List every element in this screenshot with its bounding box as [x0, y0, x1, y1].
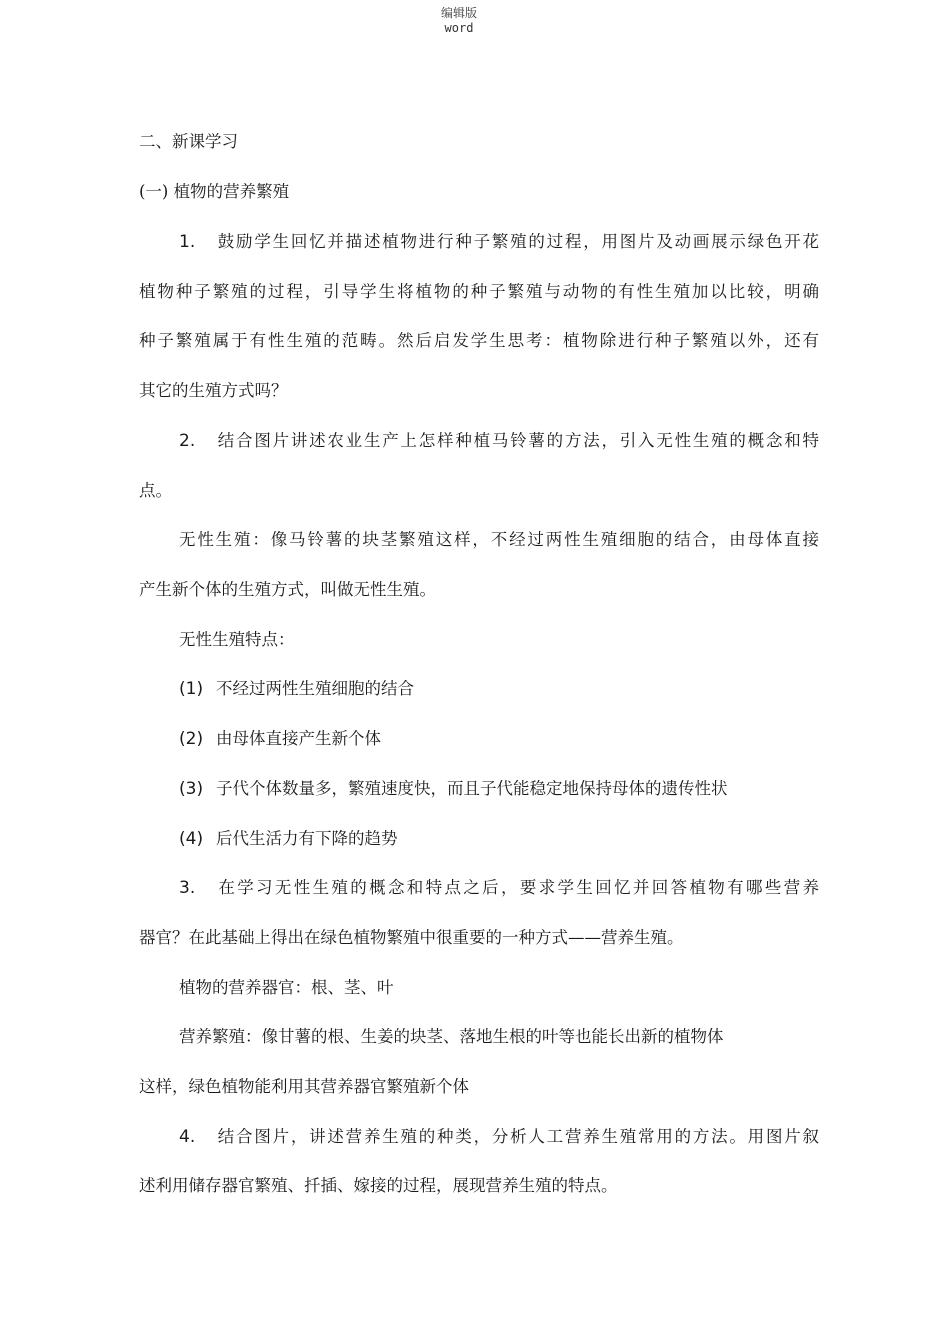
subsection-title: (一) 植物的营养繁殖	[139, 182, 290, 201]
feature-number: (1)	[179, 679, 204, 699]
feature-number: (4)	[179, 829, 204, 849]
item-2-number: 2.	[179, 431, 196, 451]
asexual-definition-line-2: 产生新个体的生殖方式，叫做无性生殖。	[139, 580, 436, 599]
item-3-text-1: 在学习无性生殖的概念和特点之后，要求学生回忆并回答植物有哪些营养	[216, 878, 819, 897]
item-1-line-2: 植物种子繁殖的过程，引导学生将植物的种子繁殖与动物的有性生殖加以比较，明确	[139, 282, 819, 301]
page-header	[0, 6, 918, 36]
item-1-line-4: 其它的生殖方式吗？	[139, 381, 288, 400]
vegetative-definition-line-1: 营养繁殖：像甘薯的根、生姜的块茎、落地生根的叶等也能长出新的植物体	[179, 1027, 724, 1046]
item-4-line-1	[179, 1123, 819, 1151]
features-title: 无性生殖特点：	[179, 630, 295, 649]
feature-text: 后代生活力有下降的趋势	[216, 829, 398, 848]
section-title: 二、新课学习	[139, 132, 238, 151]
item-3-line-1	[179, 874, 819, 902]
feature-number: (2)	[179, 729, 204, 749]
item-4-number: 4.	[179, 1127, 196, 1147]
feature-text: 不经过两性生殖细胞的结合	[216, 679, 414, 698]
item-4-line-2: 述利用储存器官繁殖、扦插、嫁接的过程，展现营养生殖的特点。	[139, 1176, 618, 1195]
feature-item	[179, 775, 728, 803]
feature-text: 由母体直接产生新个体	[216, 729, 381, 748]
asexual-definition-line-1: 无性生殖：像马铃薯的块茎繁殖这样，不经过两性生殖细胞的结合，由母体直接	[179, 530, 819, 549]
item-1-number: 1.	[179, 232, 196, 252]
item-1-line-3: 种子繁殖属于有性生殖的范畴。然后启发学生思考：植物除进行种子繁殖以外，还有	[139, 331, 819, 350]
item-2-line-2: 点。	[139, 481, 172, 500]
vegetative-organs: 植物的营养器官：根、茎、叶	[179, 978, 394, 997]
feature-number: (3)	[179, 779, 204, 799]
item-2-text-1: 结合图片讲述农业生产上怎样种植马铃薯的方法，引入无性生殖的概念和特	[216, 431, 819, 450]
header-line-1: 编辑版	[440, 6, 477, 20]
item-4-text-1: 结合图片，讲述营养生殖的种类，分析人工营养生殖常用的方法。用图片叙	[216, 1127, 819, 1146]
feature-text: 子代个体数量多，繁殖速度快，而且子代能稳定地保持母体的遗传性状	[216, 779, 728, 798]
vegetative-definition-line-2: 这样，绿色植物能利用其营养器官繁殖新个体	[139, 1077, 469, 1096]
item-3-line-2: 器官？在此基础上得出在绿色植物繁殖中很重要的一种方式——营养生殖。	[139, 928, 684, 947]
feature-item	[179, 825, 398, 853]
item-1-text-1: 鼓励学生回忆并描述植物进行种子繁殖的过程，用图片及动画展示绿色开花	[216, 232, 819, 251]
item-2-line-1	[179, 427, 819, 455]
item-3-number: 3.	[179, 878, 196, 898]
feature-item	[179, 675, 414, 703]
feature-item	[179, 725, 381, 753]
header-line-2: word	[444, 21, 474, 35]
item-1-line-1	[179, 228, 819, 256]
